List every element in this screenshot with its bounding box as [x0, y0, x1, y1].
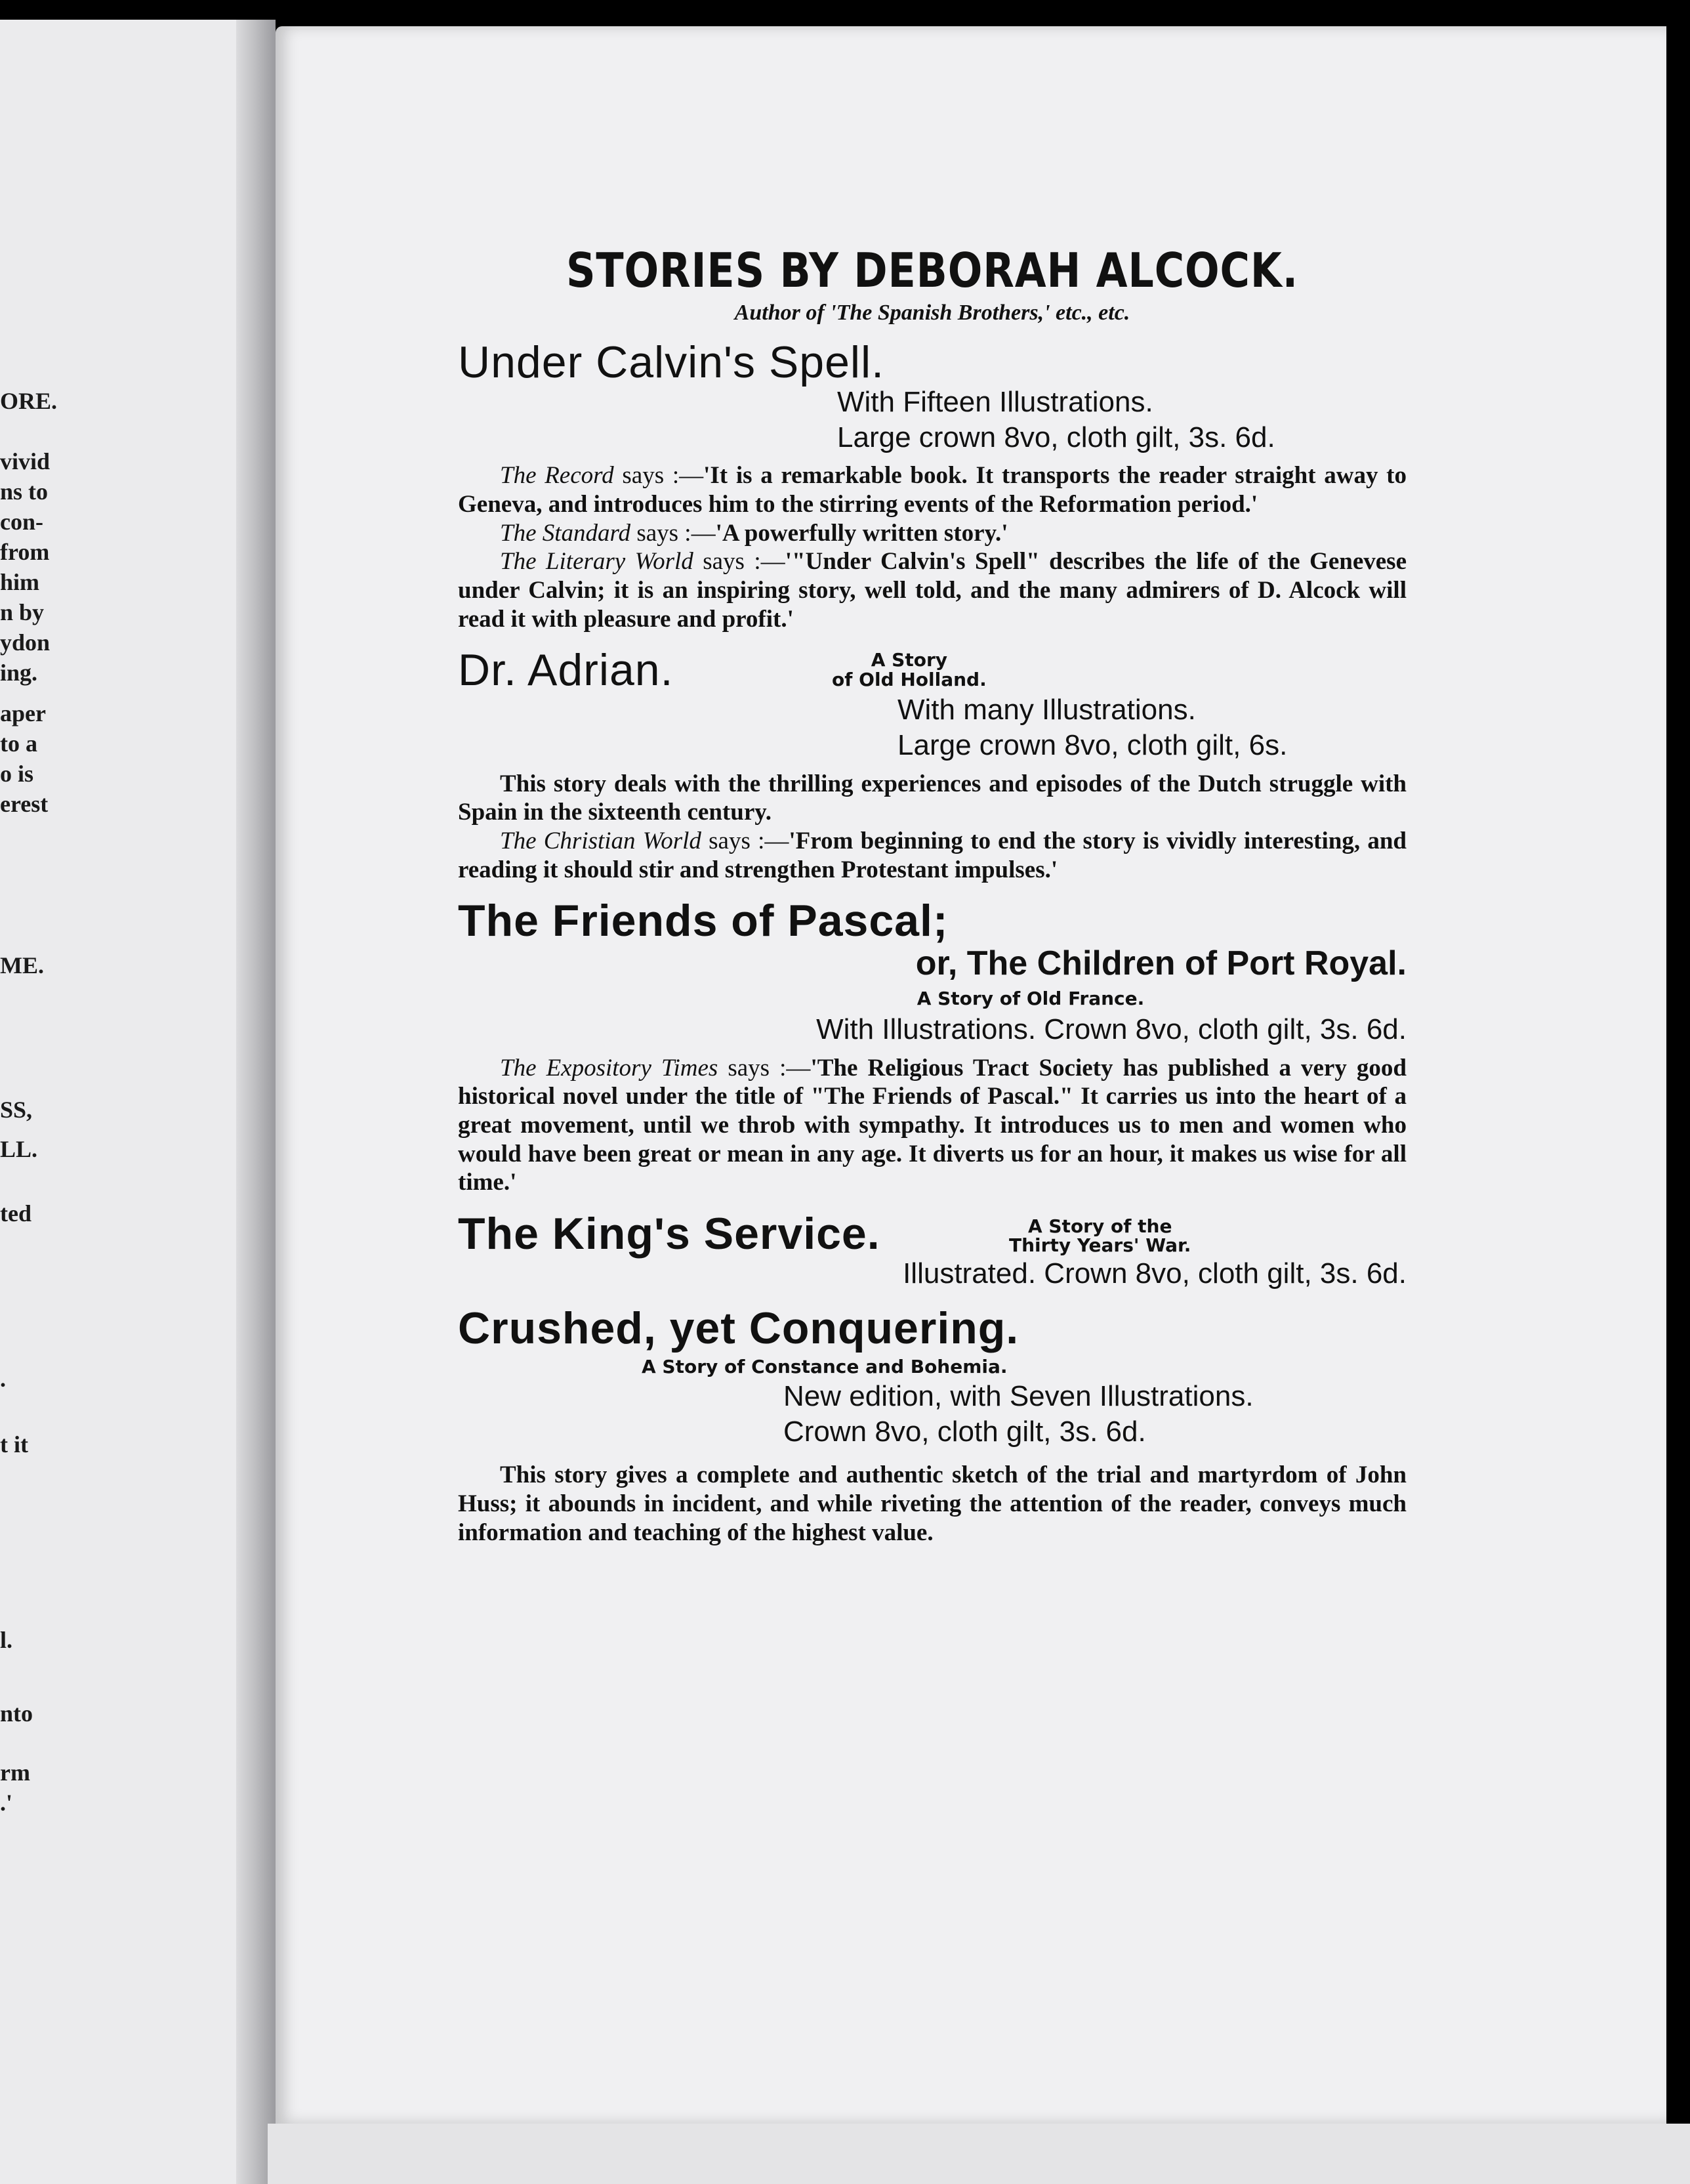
book-illustrations: With many Illustrations.	[897, 694, 1196, 726]
left-page-fragment: vivid	[0, 448, 51, 474]
book-tagline	[832, 650, 987, 689]
book-tagline: A Story of Old France.	[917, 987, 1145, 1009]
left-page-fragment: n by	[0, 599, 45, 625]
book-illustrations: With Fifteen Illustrations.	[837, 386, 1153, 418]
description-paragraph	[458, 770, 1407, 827]
left-page-fragment: ydon	[0, 629, 51, 656]
book-price: Large crown 8vo, cloth gilt, 3s. 6d.	[837, 421, 1275, 453]
left-page-fragment: nto	[0, 1700, 33, 1727]
book-tagline-line: A Story	[871, 649, 947, 671]
page-title: STORIES BY DEBORAH ALCOCK.	[566, 243, 1299, 298]
left-page-fragment: him	[0, 569, 40, 595]
book-tagline-line: A Story of the	[1027, 1215, 1172, 1238]
book-entry-under-calvins-spell	[458, 337, 1407, 633]
book-entry-crushed-yet-conquering	[458, 1303, 1407, 1547]
review-text: 'A powerfully written story.'	[715, 519, 1008, 547]
book-tagline	[1009, 1217, 1191, 1255]
review-paragraph	[458, 547, 1407, 633]
book-price: With Illustrations. Crown 8vo, cloth gilt, 3s. 6d.	[816, 1013, 1407, 1046]
description-text: This story deals with the thrilling experiences and episodes of the Dutch struggle with Spain in the sixteenth century.	[458, 770, 1407, 826]
book-title: The Friends of Pascal;	[458, 896, 949, 946]
left-page-fragment: from	[0, 539, 50, 565]
page-bottom-edge	[268, 2124, 1690, 2184]
book-price: Crown 8vo, cloth gilt, 3s. 6d.	[783, 1415, 1146, 1448]
book-entry-kings-service	[458, 1197, 1407, 1292]
book-tagline: A Story of Constance and Bohemia.	[642, 1355, 1008, 1377]
left-page-fragment: ted	[0, 1200, 31, 1227]
left-page-fragment: ME.	[0, 952, 44, 978]
book-price: Large crown 8vo, cloth gilt, 6s.	[897, 728, 1288, 761]
left-page-fragment: ORE.	[0, 388, 58, 414]
review-says: says :—	[613, 462, 704, 490]
book-title: Dr. Adrian.	[458, 645, 674, 696]
description-paragraph	[458, 1461, 1407, 1547]
book-title: Crushed, yet Conquering.	[458, 1303, 1020, 1353]
review-source: The Expository Times	[500, 1054, 718, 1082]
review-source: The Literary World	[500, 548, 693, 576]
review-text: '"Under Calvin's Spell" describes the life of the Genevese under Calvin; it is an inspiring story, well told, and the many admirers of D. Alcock will read it with pleasure and profit.'	[458, 548, 1407, 633]
book-illustrations: New edition, with Seven Illustrations.	[783, 1380, 1254, 1413]
review-paragraph	[458, 461, 1407, 518]
left-page-fragment: rm	[0, 1759, 30, 1786]
review-says: says :—	[693, 548, 785, 576]
left-page-fragment: .'	[0, 1790, 13, 1816]
left-page-fragment: o is	[0, 761, 34, 787]
review-paragraph	[458, 519, 1407, 548]
book-title: Under Calvin's Spell.	[458, 337, 885, 387]
left-page-fragment: erest	[0, 791, 49, 817]
review-paragraph	[458, 827, 1407, 884]
book-subtitle: or, The Children of Port Royal.	[915, 944, 1407, 983]
left-page-fragment: .	[0, 1366, 6, 1392]
left-page-fragment: l.	[0, 1627, 13, 1653]
left-page-fragment: t it	[0, 1431, 28, 1458]
review-text: 'From beginning to end the story is vividly interesting, and reading it should stir and strengthen Protestant impulses.'	[458, 827, 1407, 883]
review-source: The Record	[500, 462, 614, 490]
page-subtitle: Author of 'The Spanish Brothers,' etc., etc.	[734, 301, 1130, 325]
left-page-fragment: con-	[0, 509, 43, 535]
review-source: The Standard	[500, 519, 631, 547]
left-page-fragment: ns to	[0, 478, 49, 505]
left-page-fragment: SS,	[0, 1097, 33, 1123]
review-says: says :—	[701, 827, 789, 854]
review-source: The Christian World	[500, 827, 701, 854]
left-page-fragment: ing.	[0, 660, 38, 686]
book-price: Illustrated. Crown 8vo, cloth gilt, 3s. 6d.	[903, 1257, 1407, 1290]
left-page-fragment: LL.	[0, 1136, 38, 1162]
left-page-fragment: aper	[0, 700, 46, 726]
review-text: 'The Religious Tract Society has published a very good historical novel under the title of "The Friends of Pascal." It carries us into the heart of a great movement, until we throb with sympathy. It introduces us to men and women who would have been great or mean in any age. It diverts us for an hour, it makes us wise for all time.'	[458, 1054, 1407, 1196]
book-tagline-line: of Old Holland.	[832, 668, 987, 690]
review-paragraph	[458, 1054, 1407, 1197]
description-text: This story gives a complete and authentic sketch of the trial and martyrdom of John Huss; it abounds in incident, and while riveting the attention of the reader, conveys much information and teaching of the highest value.	[458, 1461, 1407, 1546]
book-entry-friends-of-pascal	[458, 898, 1407, 1197]
advertisement-page	[458, 243, 1407, 1547]
review-text: 'It is a remarkable book. It transports the reader straight away to Geneva, and introduces him to the stirring events of the Reformation period.'	[458, 462, 1407, 518]
review-says: says :—	[718, 1054, 811, 1082]
page-gutter	[236, 20, 276, 2184]
book-tagline-line: Thirty Years' War.	[1009, 1234, 1191, 1257]
left-page	[0, 20, 268, 2184]
review-says: says :—	[630, 519, 716, 547]
book-title: The King's Service.	[458, 1209, 880, 1259]
left-page-fragment: to a	[0, 730, 37, 757]
book-entry-dr-adrian	[458, 633, 1407, 884]
